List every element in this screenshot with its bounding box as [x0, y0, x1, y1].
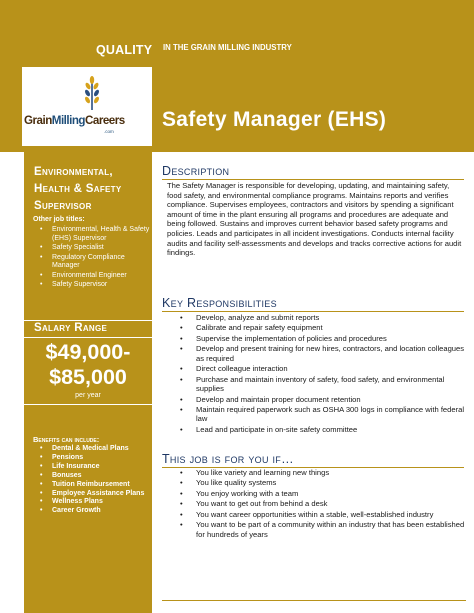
description-text: The Safety Manager is responsible for developing, updating, and maintaining safety, food safety, and environmental compliance programs. Maintains reports and verifies compliance. Supervises employees, contractors and visitors by spending a significant amount of time in the plant ensuring all programs and procedures are adequate and being followed. Sustains and improves current behavior based safety programs and policies. Leads and participates in all incident investigations. Conducts internal facility audits and facility self-assessments and develops and tracks corrective actions for audit findings. [167, 181, 462, 258]
list-item: • Direct colleague interaction [176, 364, 466, 373]
list-item: • Dental & Medical Plans [40, 445, 150, 453]
list-item: • Safety Specialist [40, 244, 150, 253]
list-item: • Safety Supervisor [40, 281, 150, 290]
list-item: • Career Growth [40, 507, 150, 515]
list-item: • Develop and maintain proper document retention [176, 395, 466, 404]
list-item: • Life Insurance [40, 463, 150, 471]
list-item: • Environmental Engineer [40, 272, 150, 281]
logo-wordmark [24, 114, 154, 127]
sidebar [24, 152, 152, 613]
wheat-icon [80, 75, 104, 111]
list-item: • Lead and participate in on-site safety committee [176, 425, 466, 434]
salary-heading: Salary Range [34, 322, 108, 334]
fit-list [176, 468, 466, 540]
sidebar-heading: Environmental, Health & Safety Supervisor [34, 166, 122, 212]
list-item: • Maintain required paperwork such as OSHA 300 logs in compliance with federal law [176, 405, 466, 424]
list-item: • Tuition Reimbursement [40, 481, 150, 489]
divider [24, 337, 152, 338]
header-tagline: IN THE GRAIN MILLING INDUSTRY [163, 43, 292, 52]
list-item: • Purchase and maintain inventory of safety, food safety, and environmental supplies [176, 375, 466, 394]
divider [162, 600, 466, 601]
page-title: Safety Manager (EHS) [162, 108, 387, 131]
list-item: • Supervise the implementation of policies and procedures [176, 334, 466, 343]
list-item: • You like variety and learning new things [176, 468, 466, 477]
list-item: • Pensions [40, 454, 150, 462]
list-item: • You want career opportunities within a stable, well-established industry [176, 510, 466, 519]
responsibilities-heading: Key Responsibilities [162, 296, 277, 310]
responsibilities-list [176, 313, 466, 435]
list-item: • Wellness Plans [40, 498, 150, 506]
list-item: • Develop, analyze and submit reports [176, 313, 466, 322]
divider [24, 320, 152, 321]
list-item: • Regulatory Compliance Manager [40, 254, 150, 271]
salary-period: per year [75, 392, 101, 399]
list-item: • You enjoy working with a team [176, 489, 466, 498]
list-item: • You want to get out from behind a desk [176, 499, 466, 508]
quality-label: QUALITY [96, 43, 153, 57]
list-item: • Environmental, Health & Safety (EHS) Supervisor [40, 226, 150, 243]
list-item: • Bonuses [40, 472, 150, 480]
divider [24, 404, 152, 405]
list-item: • Calibrate and repair safety equipment [176, 323, 466, 332]
fit-heading: This job is for you if… [162, 452, 294, 466]
salary-low: $49,000- [45, 340, 131, 364]
logo [22, 67, 152, 146]
salary-high: $85,000 [49, 365, 127, 389]
logo-suffix: .com [104, 129, 114, 134]
logo-word-careers: Careers [85, 114, 125, 127]
list-item: • Employee Assistance Plans [40, 490, 150, 498]
logo-word-grain: Grain [24, 114, 52, 127]
other-titles-label: Other job titles: [33, 216, 85, 223]
list-item: • You want to be part of a community within an industry that has been established for hundreds of years [176, 520, 466, 539]
benefits-heading: Benefits can include: [33, 435, 100, 444]
divider [162, 179, 464, 180]
description-heading: Description [162, 164, 230, 178]
divider [162, 311, 464, 312]
benefits-list [40, 445, 150, 516]
other-titles-list [40, 226, 150, 291]
list-item: • Develop and present training for new hires, contractors, and location colleagues as required [176, 344, 466, 363]
list-item: • You like quality systems [176, 478, 466, 487]
logo-word-milling: Milling [51, 114, 85, 127]
